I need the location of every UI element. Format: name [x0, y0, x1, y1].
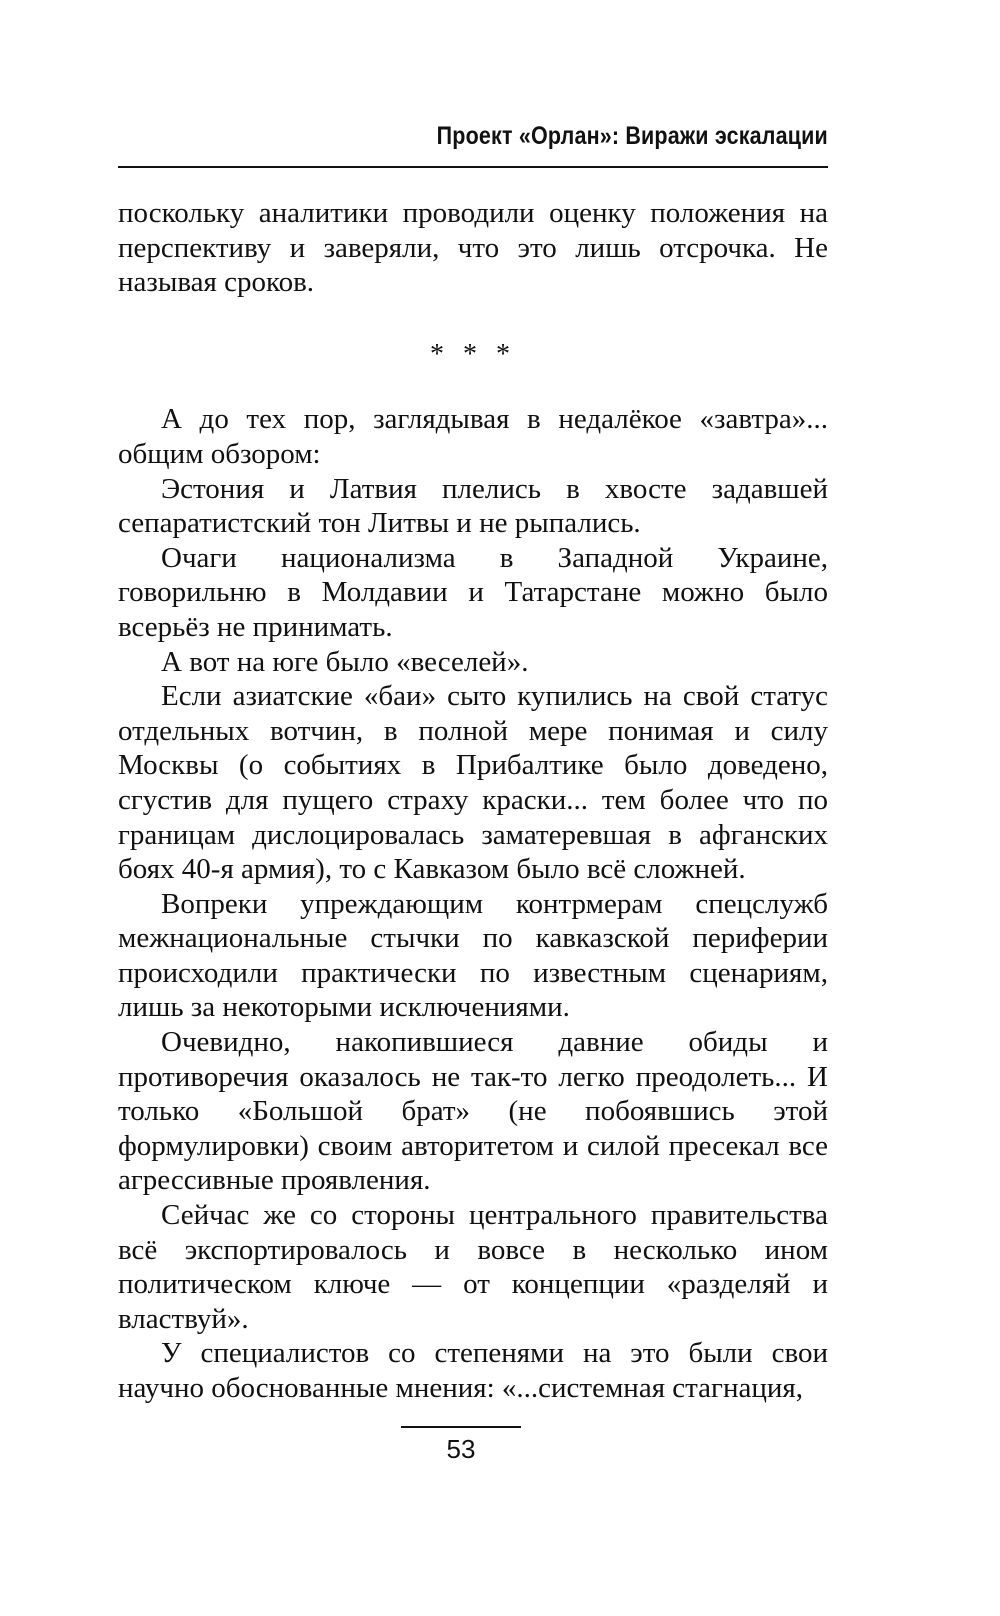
running-title: Проект «Орлан»: Виражи эскалации — [436, 122, 828, 150]
footer-rule — [401, 1426, 521, 1428]
paragraph: Очаги национализма в Западной Украине, говорильню в Молдавии и Татарстане можно было всерьёз не принимать. — [118, 541, 828, 643]
body-text — [118, 196, 828, 1406]
paragraph: Эстония и Латвия плелись в хвосте задавшей сепаратистский тон Литвы и не рыпались. — [118, 472, 828, 540]
paragraph: Если азиатские «баи» сыто купились на свой статус отдельных вотчин, в полной мере понимая и силу Москвы (о событиях в Прибалтике было доведено, сгустив для пущего страху краски... тем более что по границам дислоцировалась заматеревшая в афганских боях 40-я армия), то с Кавказом было всё сложней. — [118, 680, 828, 886]
continuation-paragraph: поскольку аналитики проводили оценку положения на перспективу и заверяли, что это лишь отсрочка. Не называя сроков. — [118, 197, 828, 299]
header-rule — [118, 166, 828, 168]
paragraph: А до тех пор, заглядывая в недалёкое «завтра»... общим обзором: — [118, 403, 828, 470]
paragraph: Сейчас же со стороны центрального правительства всё экспортировалось и вовсе в несколько ином политическом ключе — от концепции «разделяй и властвуй». — [118, 1199, 828, 1335]
paragraph: Вопреки упреждающим контрмерам спецслужб межнациональные стычки по кавказской периферии происходили практически по известным сценариям, лишь за некоторыми исключениями. — [118, 887, 828, 1024]
paragraph: А вот на юге было «веселей». — [161, 645, 529, 678]
section-separator: * * * — [430, 338, 516, 370]
paragraph: У специалистов со степенями на это были свои научно обоснованные мнения: «...системная стагнация, — [118, 1337, 828, 1404]
book-page — [118, 0, 828, 1616]
paragraph: Очевидно, накопившиеся давние обиды и противоречия оказалось не так-то легко преодолеть... И только «Большой брат» (не побоявшись этой формулировки) своим авторитетом и силой пресекал все агрессивные проявления. — [118, 1026, 828, 1197]
page-number: 53 — [446, 1434, 476, 1464]
